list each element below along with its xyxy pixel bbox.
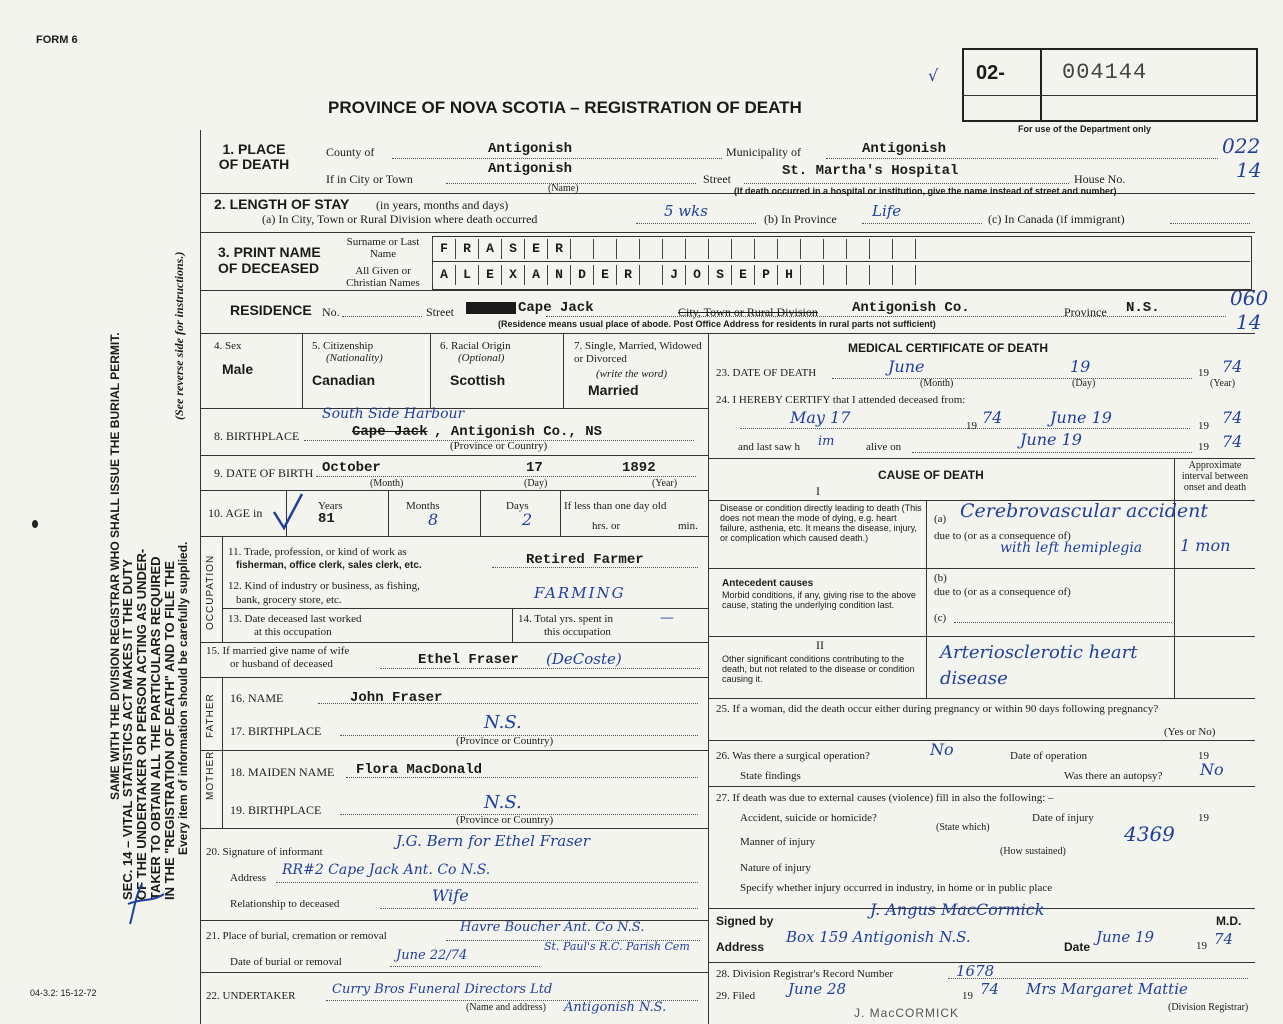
page-title: PROVINCE OF NOVA SCOTIA – REGISTRATION OF DEATH xyxy=(328,98,802,117)
county-label: County of xyxy=(326,145,375,159)
street-label: Street xyxy=(703,172,731,186)
given-letter-cell[interactable] xyxy=(892,265,915,285)
informant-relationship-label: Relationship to deceased xyxy=(230,898,340,910)
surname-letter-cell[interactable]: S xyxy=(501,239,524,259)
alive-on-label: alive on xyxy=(866,441,902,453)
undertaker-value[interactable]: Curry Bros Funeral Directors Ltd xyxy=(332,982,553,997)
given-letter-cell[interactable]: P xyxy=(754,265,777,285)
total-years-value[interactable]: — xyxy=(660,610,674,626)
death-day[interactable]: 19 xyxy=(1070,357,1091,376)
mother-birthplace-caption: (Province or Country) xyxy=(456,814,554,826)
spouse-maiden-hand[interactable]: (DeCoste) xyxy=(546,650,622,668)
undertaker-stamp: J. MacCORMICK xyxy=(854,1006,960,1020)
registration-prefix: 02- xyxy=(976,62,1005,84)
side-text-8: (See reverse side for instructions.) xyxy=(172,251,186,420)
signoff-date[interactable]: June 19 xyxy=(1096,928,1155,946)
citizenship-sub: (Nationality) xyxy=(326,352,383,364)
given-letter-cell[interactable]: D xyxy=(570,265,593,285)
municipality-label: Municipality of xyxy=(726,145,801,159)
age-years-label: Years xyxy=(318,500,343,512)
interval-a-value[interactable]: 1 mon xyxy=(1180,536,1231,555)
nature-label: Nature of injury xyxy=(740,862,811,874)
direct-cause-desc: Disease or condition directly leading to death (This does not mean the mode of dying, e.g. heart failure, asthenia, etc. It means the disease, injury, or complication which caused death.) xyxy=(720,503,922,543)
age-months-label: Months xyxy=(406,500,440,512)
autopsy-value[interactable]: No xyxy=(1200,760,1224,779)
undertaker-address-caption: (Name and address) xyxy=(466,1002,546,1013)
racial-origin-value[interactable]: Scottish xyxy=(450,372,506,388)
informant-address-label: Address xyxy=(230,872,267,884)
side-text-4: IN THE "REGISTRATION OF DEATH" AND TO FILE THE xyxy=(162,560,177,900)
surname-letter-cell[interactable] xyxy=(777,239,800,259)
last-worked-label-1: 13. Date deceased last worked xyxy=(228,613,362,625)
signature-mark-icon xyxy=(124,880,168,930)
dob-month-caption: (Month) xyxy=(370,478,404,489)
deceased-name-label: 3. PRINT NAME OF DECEASED xyxy=(218,244,321,276)
sex-label: 4. Sex xyxy=(214,340,242,352)
surname-letter-cell[interactable] xyxy=(915,239,938,259)
birthplace-handwritten[interactable]: South Side Harbour xyxy=(322,406,465,422)
interval-title: Approximate interval between onset and death xyxy=(1181,460,1249,493)
last-saw-label: and last saw h xyxy=(738,441,801,453)
total-years-label-1: 14. Total yrs. spent in xyxy=(518,613,613,625)
given-letter-cell[interactable]: J xyxy=(662,265,685,285)
other-conditions-desc: Other significant conditions contributing to the death, but not related to the disease or condition causing it. xyxy=(722,654,915,684)
surname-label: Surname or Last Name xyxy=(346,236,420,260)
cause-of-death-title: CAUSE OF DEATH xyxy=(878,468,984,482)
county-value[interactable]: Antigonish xyxy=(488,141,573,157)
given-name-cells[interactable] xyxy=(432,265,938,285)
age-months-value[interactable]: 8 xyxy=(428,510,439,529)
signed-by-label: Signed by xyxy=(716,914,774,928)
residence-street-value[interactable]: Cape Jack xyxy=(518,300,594,316)
length-of-stay-label: 2. LENGTH OF STAY xyxy=(214,196,350,212)
side-text-1: SEC. 14 – VITAL STATISTICS ACT MAKES IT THE DUTY xyxy=(120,559,135,900)
manner-label: Manner of injury xyxy=(740,836,816,848)
citizenship-label: 5. Citizenship xyxy=(312,340,374,352)
birthplace-label: 8. BIRTHPLACE xyxy=(214,429,300,443)
city-value[interactable]: Antigonish xyxy=(488,161,573,177)
surname-letter-cell[interactable] xyxy=(593,239,616,259)
father-section-label: FATHER xyxy=(205,693,216,738)
birthplace-value[interactable]: , Antigonish Co., NS xyxy=(434,424,603,440)
birthplace-struck: Cape Jack xyxy=(352,424,428,440)
surname-letter-cell[interactable]: A xyxy=(478,239,501,259)
punch-dot-icon xyxy=(32,520,38,528)
age-check-icon xyxy=(272,492,308,532)
part-two-label: II xyxy=(816,638,824,652)
residence-street-label: Street xyxy=(426,305,454,319)
industry-value[interactable]: FARMING xyxy=(534,584,626,602)
record-number-label: 28. Division Registrar's Record Number xyxy=(716,968,894,980)
citizenship-value[interactable]: Canadian xyxy=(312,372,376,388)
city-label: If in City or Town xyxy=(326,172,413,186)
total-years-label-2: this occupation xyxy=(544,626,611,638)
attended-to-date[interactable]: June 19 xyxy=(1050,408,1112,427)
municipality-value[interactable]: Antigonish xyxy=(862,141,947,157)
filed-year-prefix: 19 xyxy=(962,990,973,1002)
marital-label: 7. Single, Married, Widowed or Divorced xyxy=(574,340,702,365)
spouse-label-2: or husband of deceased xyxy=(230,658,333,670)
medical-certificate-title: MEDICAL CERTIFICATE OF DEATH xyxy=(848,341,1048,355)
dob-day-caption: (Day) xyxy=(524,478,548,489)
residence-note: (Residence means usual place of abode. Post Office Address for residents in rural parts not sufficient) xyxy=(498,319,936,329)
surname-letter-cell[interactable] xyxy=(731,239,754,259)
city-name-caption: (Name) xyxy=(548,183,579,194)
father-birthplace-label: 17. BIRTHPLACE xyxy=(230,724,322,738)
given-letter-cell[interactable]: R xyxy=(616,265,639,285)
trade-label-1: 11. Trade, profession, or kind of work as xyxy=(228,546,407,558)
signoff-year-prefix: 19 xyxy=(1196,940,1207,952)
date-of-injury-label: Date of injury xyxy=(1032,812,1094,824)
attended-from-date[interactable]: May 17 xyxy=(790,408,851,427)
specify-label: Specify whether injury occurred in industry, in home or in public place xyxy=(740,882,1053,894)
place-of-death-label: 1. PLACE OF DEATH xyxy=(218,141,290,172)
state-which-caption: (State which) xyxy=(936,822,990,833)
mother-birthplace-value[interactable]: N.S. xyxy=(484,792,522,813)
given-letter-cell[interactable] xyxy=(800,265,823,285)
registration-number: 004144 xyxy=(1062,60,1148,85)
informant-relationship[interactable]: Wife xyxy=(432,886,469,905)
code-residence: 060 xyxy=(1230,286,1269,310)
father-birthplace-value[interactable]: N.S. xyxy=(484,712,522,733)
accident-label: Accident, suicide or homicide? xyxy=(740,812,877,824)
age-lessday-label: If less than one day old xyxy=(564,500,667,512)
surname-letter-cell[interactable]: E xyxy=(524,239,547,259)
stay-canada-label: (c) In Canada (if immigrant) xyxy=(988,212,1125,226)
yes-no-caption: (Yes or No) xyxy=(1164,726,1216,738)
age-hrs-label: hrs. or xyxy=(592,520,621,532)
father-name-value[interactable]: John Fraser xyxy=(350,690,443,706)
given-letter-cell[interactable]: A xyxy=(432,265,455,285)
division-registrar-caption: (Division Registrar) xyxy=(1168,1002,1249,1013)
death-year[interactable]: 74 xyxy=(1222,357,1243,376)
house-no-label: House No. xyxy=(1074,172,1126,186)
mother-maiden-label: 18. MAIDEN NAME xyxy=(230,765,335,779)
death-day-caption: (Day) xyxy=(1072,378,1096,389)
burial-date[interactable]: June 22/74 xyxy=(396,948,468,963)
surname-letter-cell[interactable] xyxy=(823,239,846,259)
filed-date[interactable]: June 28 xyxy=(788,980,847,998)
birthplace-caption: (Province or Country) xyxy=(450,440,548,452)
residence-no-label: No. xyxy=(322,305,340,319)
surname-letter-cell[interactable] xyxy=(685,239,708,259)
length-of-stay-hint: (in years, months and days) xyxy=(376,198,509,212)
spouse-value[interactable]: Ethel Fraser xyxy=(418,652,519,668)
certify-label: 24. I HEREBY CERTIFY that I attended deceased from: xyxy=(716,394,966,406)
surname-letter-cell[interactable] xyxy=(570,239,593,259)
side-text-7: Every item of information should be carefully supplied. xyxy=(176,541,190,855)
side-text-3: TAKER TO OBTAIN ALL THE PARTICULARS REQUIRED xyxy=(148,556,163,900)
filed-label: 29. Filed xyxy=(716,990,756,1002)
attended-from-year[interactable]: 74 xyxy=(982,408,1003,427)
surname-letter-cell[interactable] xyxy=(662,239,685,259)
surgical-value[interactable]: No xyxy=(930,740,954,759)
racial-origin-label: 6. Racial Origin xyxy=(440,340,511,352)
dob-day[interactable]: 17 xyxy=(526,460,543,476)
given-letter-cell[interactable] xyxy=(639,265,662,285)
stay-city-value[interactable]: 5 wks xyxy=(664,202,708,220)
antecedent-desc: Morbid conditions, if any, giving rise to the above cause, stating the underlying condition last. xyxy=(722,590,916,610)
given-letter-cell[interactable]: L xyxy=(455,265,478,285)
given-letter-cell[interactable] xyxy=(915,265,938,285)
state-findings-label: State findings xyxy=(740,770,801,782)
surname-letter-cell[interactable] xyxy=(616,239,639,259)
age-years-value[interactable]: 81 xyxy=(318,511,335,527)
industry-label-2: bank, grocery store, etc. xyxy=(236,594,342,606)
given-letter-cell[interactable]: S xyxy=(708,265,731,285)
check-mark-icon: √ xyxy=(928,66,939,85)
division-registrar-signature[interactable]: Mrs Margaret Mattie xyxy=(1026,980,1188,998)
given-letter-cell[interactable] xyxy=(846,265,869,285)
alive-date[interactable]: June 19 xyxy=(1020,430,1082,449)
cause-a-label: (a) xyxy=(934,513,947,525)
surname-letter-cell[interactable]: R xyxy=(455,239,478,259)
father-birthplace-caption: (Province or Country) xyxy=(456,735,554,747)
father-name-label: 16. NAME xyxy=(230,691,284,705)
given-letter-cell[interactable]: E xyxy=(593,265,616,285)
age-label: 10. AGE in xyxy=(208,506,263,520)
stay-province-value[interactable]: Life xyxy=(872,202,902,220)
form-code: 04-3.2: 15-12-72 xyxy=(30,988,97,998)
injury-year-prefix: 19 xyxy=(1198,812,1209,824)
given-letter-cell[interactable]: A xyxy=(524,265,547,285)
given-letter-cell[interactable] xyxy=(869,265,892,285)
dob-label: 9. DATE OF BIRTH xyxy=(214,466,314,480)
date-of-operation-label: Date of operation xyxy=(1010,750,1087,762)
op-year-prefix: 19 xyxy=(1198,750,1209,762)
dob-year-caption: (Year) xyxy=(652,478,678,489)
trade-label-2: fisherman, office clerk, sales clerk, etc. xyxy=(236,560,422,571)
attended-to-prefix: 19 xyxy=(1198,420,1209,432)
given-letter-cell[interactable]: E xyxy=(478,265,501,285)
physician-address-label: Address xyxy=(716,940,765,954)
surname-cells[interactable] xyxy=(432,239,938,259)
residence-province-label: Province xyxy=(1064,305,1107,319)
informant-address[interactable]: RR#2 Cape Jack Ant. Co N.S. xyxy=(282,862,491,878)
racial-origin-sub: (Optional) xyxy=(458,352,505,364)
surname-letter-cell[interactable] xyxy=(708,239,731,259)
surname-letter-cell[interactable]: F xyxy=(432,239,455,259)
residence-label: RESIDENCE xyxy=(230,302,312,318)
due-to-b-label: due to (or as a consequence of) xyxy=(934,586,1071,598)
given-letter-cell[interactable]: X xyxy=(501,265,524,285)
external-causes-label: 27. If death was due to external causes (violence) fill in also the following: – xyxy=(716,792,1054,804)
given-letter-cell[interactable]: O xyxy=(685,265,708,285)
informant-signature[interactable]: J.G. Bern for Ethel Fraser xyxy=(396,832,590,850)
dob-year[interactable]: 1892 xyxy=(622,460,656,476)
cause-b-label: (b) xyxy=(934,572,947,584)
surname-letter-cell[interactable] xyxy=(639,239,662,259)
given-letter-cell[interactable]: H xyxy=(777,265,800,285)
age-days-value[interactable]: 2 xyxy=(522,510,533,529)
other-conditions-value[interactable]: Arteriosclerotic heart disease xyxy=(940,642,1138,689)
residence-city-label: City, Town or Rural Division xyxy=(678,305,818,319)
autopsy-label: Was there an autopsy? xyxy=(1064,770,1163,782)
surname-letter-cell[interactable] xyxy=(869,239,892,259)
code-municipality: 14 xyxy=(1236,158,1262,182)
record-number-value[interactable]: 1678 xyxy=(956,962,995,980)
mother-birthplace-label: 19. BIRTHPLACE xyxy=(230,803,322,817)
marital-sub: (write the word) xyxy=(596,368,668,380)
death-date-label: 23. DATE OF DEATH xyxy=(716,367,817,379)
burial-place-label: 21. Place of burial, cremation or removal xyxy=(206,930,387,942)
hospital-note: (If death occurred in a hospital or institution, give the name instead of street and number) xyxy=(734,186,1117,196)
residence-province-value[interactable]: N.S. xyxy=(1126,300,1160,316)
attended-to-year[interactable]: 74 xyxy=(1222,408,1243,427)
trade-value[interactable]: Retired Farmer xyxy=(526,552,644,568)
occupation-section-label: OCCUPATION xyxy=(205,554,216,630)
physician-address[interactable]: Box 159 Antigonish N.S. xyxy=(786,928,971,946)
side-text-2: OF THE UNDERTAKER OR PERSON ACTING AS UNDER- xyxy=(134,548,149,900)
filed-year[interactable]: 74 xyxy=(980,980,1000,998)
surname-letter-cell[interactable] xyxy=(800,239,823,259)
death-month[interactable]: June xyxy=(888,357,925,376)
given-letter-cell[interactable] xyxy=(823,265,846,285)
burial-place[interactable]: Havre Boucher Ant. Co N.S. xyxy=(460,920,645,935)
death-month-caption: (Month) xyxy=(920,378,954,389)
residence-city-value[interactable]: Antigonish Co. xyxy=(852,300,970,316)
stay-province-label: (b) In Province xyxy=(764,212,837,226)
physician-signature[interactable]: J. Angus MacCormick xyxy=(870,900,1045,919)
alive-year[interactable]: 74 xyxy=(1222,432,1243,451)
redaction-bar xyxy=(466,302,516,314)
dob-month[interactable]: October xyxy=(322,460,381,476)
marital-value[interactable]: Married xyxy=(588,382,639,398)
undertaker-address[interactable]: Antigonish N.S. xyxy=(564,1000,667,1015)
age-min-label: min. xyxy=(678,520,698,532)
stay-city-label: (a) In City, Town or Rural Division where death occurred xyxy=(262,212,538,226)
mother-maiden-value[interactable]: Flora MacDonald xyxy=(356,762,483,778)
undertaker-label: 22. UNDERTAKER xyxy=(206,990,296,1002)
informant-signature-label: 20. Signature of informant xyxy=(206,846,323,858)
dept-use-note: For use of the Department only xyxy=(1018,124,1152,134)
burial-date-label: Date of burial or removal xyxy=(230,956,342,968)
death-year-prefix: 19 xyxy=(1198,367,1209,379)
attended-from-prefix: 19 xyxy=(966,420,977,432)
signoff-date-label: Date xyxy=(1064,940,1091,954)
burial-place-2[interactable]: St. Paul's R.C. Parish Cem xyxy=(544,940,690,953)
antecedent-label: Antecedent causes xyxy=(722,578,814,589)
side-text-5: SAME WITH THE DIVISION REGISTRAR WHO SHALL ISSUE THE BURIAL PERMIT. xyxy=(108,332,122,800)
surname-letter-cell[interactable]: R xyxy=(547,239,570,259)
mother-section-label: MOTHER xyxy=(205,750,216,800)
cause-c-label: (c) xyxy=(934,612,947,624)
due-to-a-label: due to (or as a consequence of) xyxy=(934,530,1071,542)
industry-label-1: 12. Kind of industry or business, as fishing, xyxy=(228,580,420,592)
surname-letter-cell[interactable] xyxy=(892,239,915,259)
given-names-label: All Given or Christian Names xyxy=(346,265,420,289)
part-one-label: I xyxy=(816,484,820,498)
cause-a-continued[interactable]: with left hemiplegia xyxy=(1000,540,1143,556)
surname-letter-cell[interactable] xyxy=(846,239,869,259)
surname-letter-cell[interactable] xyxy=(754,239,777,259)
how-sustained-caption: (How sustained) xyxy=(1000,846,1066,857)
sex-value[interactable]: Male xyxy=(222,361,254,377)
street-value[interactable]: St. Martha's Hospital xyxy=(782,163,959,179)
code-county: 022 xyxy=(1222,134,1261,158)
md-label: M.D. xyxy=(1216,914,1242,928)
given-letter-cell[interactable]: E xyxy=(731,265,754,285)
death-year-caption: (Year) xyxy=(1210,378,1236,389)
last-worked-label-2: at this occupation xyxy=(254,626,332,638)
statistical-code: 4369 xyxy=(1124,822,1175,846)
code-residence-2: 14 xyxy=(1236,310,1262,334)
spouse-label-1: 15. If married give name of wife xyxy=(206,645,350,657)
form-label: FORM 6 xyxy=(36,34,78,46)
cause-a-value[interactable]: Cerebrovascular accident xyxy=(960,500,1208,522)
age-days-label: Days xyxy=(506,500,529,512)
alive-year-prefix: 19 xyxy=(1198,441,1209,453)
pregnancy-label: 25. If a woman, did the death occur either during pregnancy or within 90 days following pregnancy? xyxy=(716,703,1159,715)
signoff-year[interactable]: 74 xyxy=(1214,930,1234,948)
surgical-label: 26. Was there a surgical operation? xyxy=(716,750,870,762)
last-saw-hand[interactable]: im xyxy=(818,434,835,449)
given-letter-cell[interactable]: N xyxy=(547,265,570,285)
